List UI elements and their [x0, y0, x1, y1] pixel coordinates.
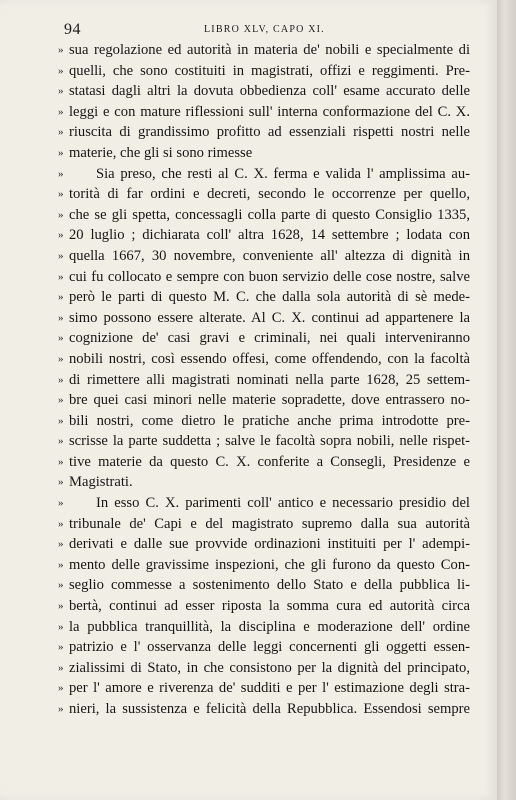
text-line: [58, 349, 470, 370]
text-line: [58, 390, 470, 411]
line-text: derivati e dalle sue provvide ordinazioni instituiti per l' adempi-: [69, 536, 470, 553]
line-text: bertà, continui ad esser riposta la somma cura ed autorità circa: [69, 598, 470, 615]
text-line: [58, 143, 470, 164]
line-text: quella 1667, 30 novembre, conveniente all' altezza di dignità in: [69, 247, 470, 264]
line-text: cui fu collocato e sempre con buon servizio delle cose nostre, salve: [69, 268, 470, 285]
text-line: [58, 699, 470, 720]
quote-mark: »: [58, 682, 64, 695]
quote-mark: »: [58, 517, 64, 530]
quote-mark: »: [58, 497, 64, 510]
quote-mark: »: [58, 703, 64, 715]
text-line: [58, 61, 470, 82]
quote-mark: »: [58, 620, 64, 633]
quote-mark: »: [58, 249, 64, 262]
line-text: mento delle gravissime inspezioni, che gli furono da questo Con-: [69, 556, 470, 573]
text-line: [58, 184, 470, 205]
text-line: [58, 514, 470, 535]
quote-mark: »: [58, 332, 64, 345]
text-line: [58, 287, 470, 308]
quote-mark: »: [58, 558, 64, 571]
line-text: che se gli spetta, concessagli colla parte di questo Consiglio 1335,: [69, 206, 470, 223]
line-text: zialissimi di Stato, in che consistono per la dignità del principato,: [69, 659, 470, 676]
line-text: 20 luglio ; dichiarata coll' altra 1628, 14 settembre ; lodata con: [69, 227, 470, 244]
line-text: scrisse la parte suddetta ; salve le facoltà sopra nobili, nelle rispet-: [69, 433, 470, 450]
quote-mark: »: [58, 146, 64, 159]
quote-mark: »: [58, 311, 64, 324]
line-text: sua regolazione ed autorità in materia de' nobili e specialmente di: [69, 42, 470, 58]
quote-mark: »: [58, 600, 64, 613]
quote-mark: »: [58, 352, 64, 365]
text-line: [58, 493, 470, 514]
text-line: [58, 102, 470, 123]
quote-mark: »: [58, 414, 64, 427]
line-text: bili nostri, come dietro le pratiche anche prima introdotte pre-: [69, 412, 470, 429]
text-line: [58, 411, 470, 432]
line-text: però le parti di questo M. C. che dalla sola autorità di sè mede-: [69, 289, 470, 306]
text-line: [58, 617, 470, 638]
body-text: [58, 40, 470, 720]
line-text: per l' amore e riverenza de' sudditi e per l' estimazione degli stra-: [69, 680, 470, 697]
quote-mark: »: [58, 167, 64, 180]
line-text: nieri, la sussistenza e felicità della Repubblica. Essendosi sempre: [69, 701, 470, 717]
quote-mark: »: [58, 188, 64, 201]
quote-mark: »: [58, 270, 64, 283]
line-text: quelli, che sono costituiti in magistrati, offizi e reggimenti. Pre-: [69, 62, 470, 79]
line-text: tribunale de' Capi e del magistrato supremo dalla sua autorità: [69, 515, 470, 532]
quote-mark: »: [58, 538, 64, 551]
text-line: [58, 555, 470, 576]
line-text: Sia preso, che resti al C. X. ferma e valida l' amplissima au-: [96, 165, 470, 182]
text-line: [58, 452, 470, 473]
text-line: [58, 575, 470, 596]
line-text: Magistrati.: [69, 474, 133, 491]
quote-mark: »: [58, 394, 64, 407]
text-line: [58, 596, 470, 617]
line-text: materie, che gli si sono rimesse: [69, 144, 253, 161]
line-text: tive materie da questo C. X. conferite a Consegli, Presidenze e: [69, 453, 470, 470]
quote-mark: »: [58, 85, 64, 98]
line-text: patrizio e l' osservanza delle leggi concernenti gli oggetti essen-: [69, 639, 470, 656]
line-text: In esso C. X. parimenti coll' antico e necessario presidio del: [96, 495, 470, 512]
quote-mark: »: [58, 455, 64, 468]
text-line: [58, 81, 470, 102]
page-gutter: [497, 0, 516, 800]
text-line: [58, 40, 470, 61]
text-line: [58, 308, 470, 329]
quote-mark: »: [58, 105, 64, 118]
text-line: [58, 122, 470, 143]
line-text: cognizione de' casi gravi e criminali, nei quali interveniranno: [69, 330, 470, 347]
text-line: [58, 637, 470, 658]
page-number: 94: [64, 21, 81, 38]
text-line: [58, 678, 470, 699]
quote-mark: »: [58, 208, 64, 221]
line-text: la pubblica tranquillità, la disciplina e moderazione dell' ordine: [69, 618, 470, 635]
text-line: [58, 431, 470, 452]
text-line: [58, 225, 470, 246]
quote-mark: »: [58, 44, 64, 56]
text-line: [58, 164, 470, 185]
text-line: [58, 534, 470, 555]
line-text: riuscita di grandissimo profitto ad essenziali rispetti nostri nelle: [69, 124, 470, 141]
quote-mark: »: [58, 373, 64, 386]
quote-mark: »: [58, 229, 64, 242]
line-text: torità di far ordini e decreti, secondo le occorrenze per quello,: [69, 186, 470, 203]
running-head: LIBRO XLV, CAPO XI.: [204, 24, 325, 35]
line-text: simo possono essere alterate. Al C. X. continui ad appartenere la: [69, 309, 470, 326]
quote-mark: »: [58, 641, 64, 654]
line-text: leggi e con mature riflessioni sull' interna conformazione del C. X.: [69, 103, 470, 120]
quote-mark: »: [58, 579, 64, 592]
line-text: di rimettere alli magistrati nominati nella parte 1628, 25 settem-: [69, 371, 470, 388]
text-line: [58, 246, 470, 267]
quote-mark: »: [58, 291, 64, 304]
text-line: [58, 205, 470, 226]
quote-mark: »: [58, 661, 64, 674]
text-line: [58, 658, 470, 679]
text-line: [58, 472, 470, 493]
line-text: nobili nostri, così essendo offesi, come offendendo, con la facoltà: [69, 350, 470, 367]
line-text: bre quei casi minori nelle materie sopradette, dove entrassero no-: [69, 392, 470, 409]
text-line: [58, 328, 470, 349]
text-line: [58, 267, 470, 288]
text-line: [58, 370, 470, 391]
line-text: seglio commesse a sostenimento dello Stato e della pubblica li-: [69, 577, 470, 594]
quote-mark: »: [58, 64, 64, 77]
line-text: statasi dagli altri la dovuta obbedienza coll' esame accurato delle: [69, 83, 470, 100]
quote-mark: »: [58, 126, 64, 139]
quote-mark: »: [58, 435, 64, 448]
quote-mark: »: [58, 476, 64, 489]
